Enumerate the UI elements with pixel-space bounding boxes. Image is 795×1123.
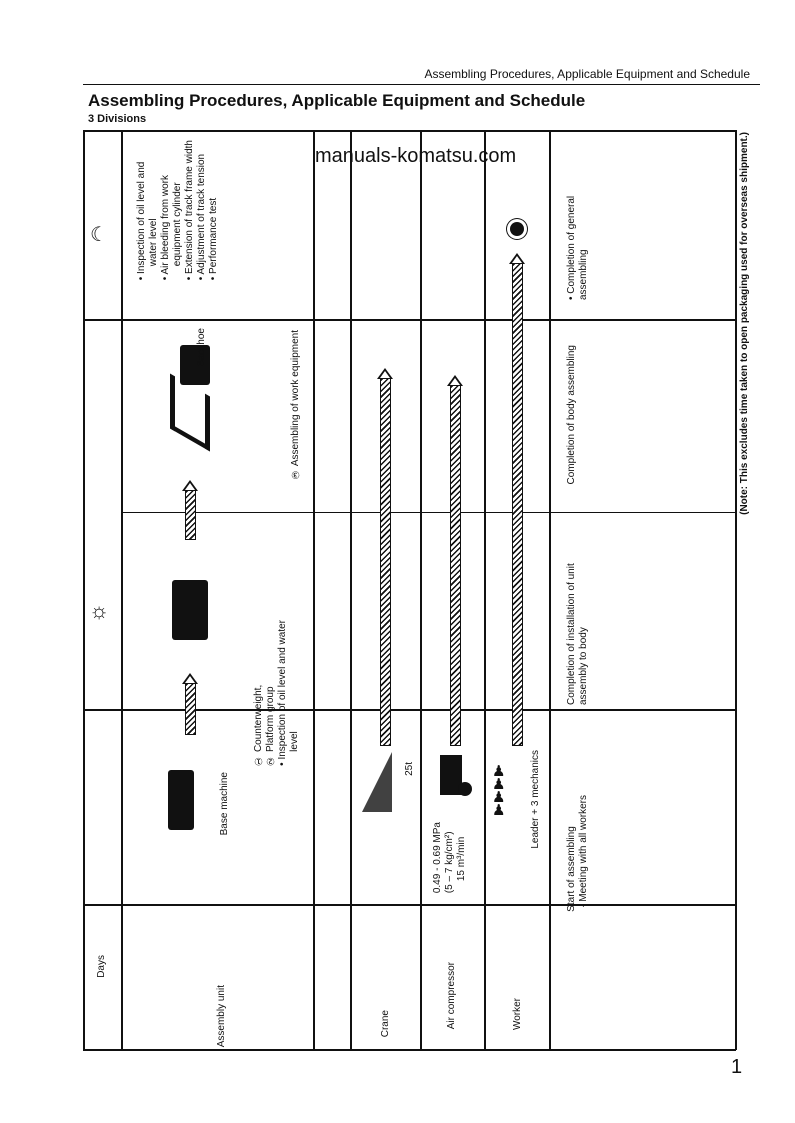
running-header: Assembling Procedures, Applicable Equipment and Schedule bbox=[424, 67, 750, 81]
milestone-start: Start of assembling · Meeting with all workers bbox=[566, 795, 589, 912]
assembly-unit-label: Assembly unit bbox=[216, 985, 227, 1048]
air-compressor-duration-arrow bbox=[450, 385, 461, 746]
sun-icon: ☼ bbox=[89, 598, 110, 623]
moon-icon: ☾ bbox=[90, 224, 108, 246]
day2-items: ① Counterweight, ② Platform group • Inspection of oil level and water level bbox=[253, 620, 300, 766]
crane-label: Crane bbox=[380, 1010, 391, 1038]
base-machine-label: Base machine bbox=[219, 772, 230, 836]
footnote: (Note: This excludes time taken to open packaging used for overseas shipment.) bbox=[739, 132, 750, 515]
workers-icon: ♟ ♟ ♟ ♟ bbox=[492, 763, 506, 819]
crane-icon bbox=[362, 752, 392, 812]
crane-capacity: 25t bbox=[404, 762, 415, 776]
days-label: Days bbox=[96, 955, 107, 978]
day2b-item: ③ Assembling of work equipment bbox=[290, 330, 301, 480]
header-rule bbox=[83, 84, 760, 85]
milestone-day3: • Completion of general assembling bbox=[566, 195, 589, 300]
watermark: manuals-komatsu.com bbox=[315, 145, 517, 167]
milestone-day2b: Completion of body assembling bbox=[566, 345, 577, 485]
air-compressor-specs: 0.49 - 0.69 MPa (5 – 7 kg/cm²) 15 m³/min bbox=[432, 822, 467, 894]
worker-crew: Leader + 3 mechanics bbox=[530, 750, 541, 849]
air-compressor-label: Air compressor bbox=[446, 962, 457, 1030]
completion-sun-icon bbox=[510, 222, 524, 236]
progress-arrow bbox=[185, 683, 196, 735]
base-machine-icon bbox=[168, 770, 194, 830]
crane-duration-arrow bbox=[380, 378, 391, 746]
page-title: Assembling Procedures, Applicable Equipment and Schedule bbox=[88, 91, 586, 110]
subtitle: 3 Divisions bbox=[88, 113, 147, 125]
day3-checklist: • Inspection of oil level and water level • Air bleeding from work equipment cylinder • Extension of track frame width • Adjustment of track tension • Performance test bbox=[136, 140, 219, 281]
page-number: 1 bbox=[731, 1056, 743, 1078]
backhoe-label: Backhoe bbox=[196, 328, 207, 367]
worker-label: Worker bbox=[512, 998, 523, 1031]
progress-arrow bbox=[185, 490, 196, 540]
milestone-day2a: Completion of installation of unit assembly to body bbox=[566, 563, 589, 705]
machine-counterweight-icon bbox=[172, 580, 208, 640]
worker-duration-arrow bbox=[512, 263, 523, 746]
